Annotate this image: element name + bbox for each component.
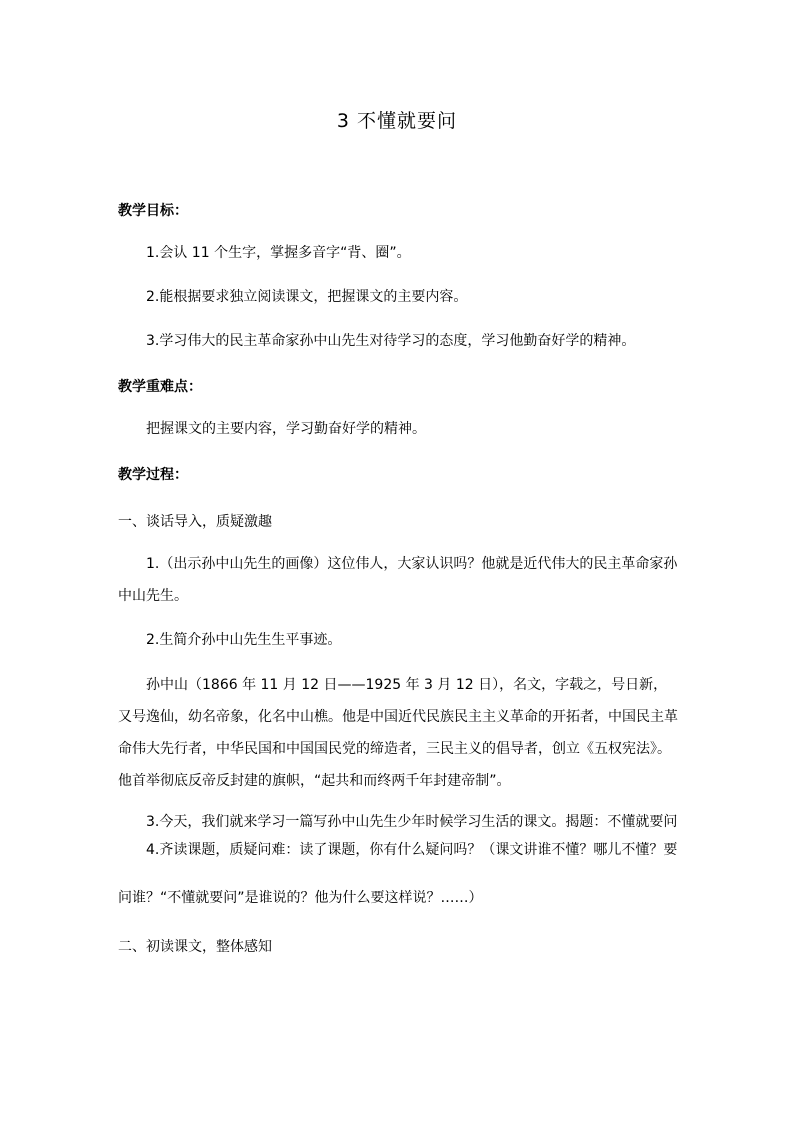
biography-paragraph: 孙中山（1866 年 11 月 12 日——1925 年 3 月 12 日），名文，字载之，号日新，又号逸仙，幼名帝象，化名中山樵。他是中国近代民族民主主义革命的开拓者，中国民主革命伟大先行者，中华民国和中国国民党的缔造者，三民主义的倡导者，创立《五权宪法》。他首举彻底反帝反封建的旗帜，“起共和而终两千年封建帝制”。: [118, 677, 678, 789]
key-points-heading: 教学重难点：: [118, 379, 202, 395]
page-title: 3 不懂就要问: [336, 110, 458, 132]
goal-item: 2.能根据要求独立阅读课文，把握课文的主要内容。: [146, 289, 468, 305]
process-heading: 教学过程：: [118, 467, 188, 483]
process-item-line: 问谁？“不懂就要问”是谁说的？他为什么要这样说？……）: [118, 890, 483, 906]
section-title: 一、谈话导入，质疑激趣: [118, 514, 272, 530]
process-item-line: 4.齐读课题，质疑问难：读了课题，你有什么疑问吗？（课文讲谁不懂？哪儿不懂？要: [146, 842, 678, 858]
goal-item: 1.会认 11 个生字，掌握多音字“背、圈”。: [146, 245, 411, 261]
goals-heading: 教学目标：: [118, 203, 188, 219]
key-points-text: 把握课文的主要内容，学习勤奋好学的精神。: [146, 421, 426, 437]
section-title: 二、初读课文，整体感知: [118, 939, 272, 955]
goal-item: 3.学习伟大的民主革命家孙中山先生对待学习的态度，学习他勤奋好学的精神。: [146, 333, 636, 349]
process-item: 2.生简介孙中山先生生平事迹。: [146, 632, 342, 648]
process-item: 1.（出示孙中山先生的画像）这位伟人，大家认识吗？他就是近代伟大的民主革命家孙中山先生。: [118, 556, 678, 604]
process-item: 3.今天，我们就来学习一篇写孙中山先生少年时候学习生活的课文。揭题：不懂就要问: [146, 814, 678, 830]
